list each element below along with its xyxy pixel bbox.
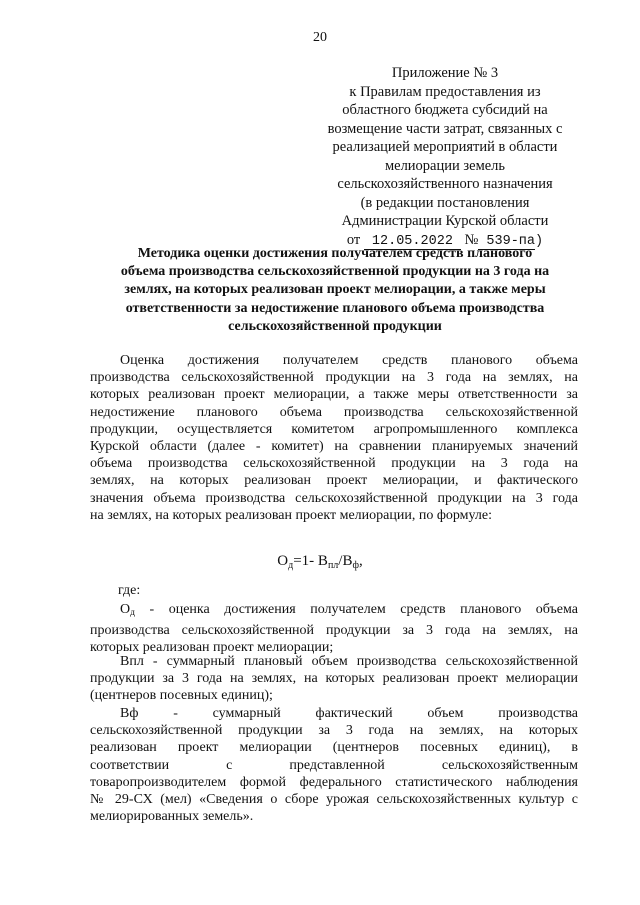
definition-line: продукции за 3 года на землях, на которых реализован проект мелиорации (90, 671, 578, 687)
definition-line: соответствии с представленной сельскохозяйственным (90, 757, 578, 773)
vf-symbol: Вф (120, 706, 139, 721)
appendix-line: (в редакции постановления (360, 194, 530, 211)
page-number: 20 (313, 30, 327, 45)
appendix-line: Администрации Курской области (341, 213, 549, 229)
formula-vpl-sub: пл (327, 560, 339, 571)
paragraph-line: которых реализован проект мелиорации, а также меры ответственности за (90, 387, 578, 403)
definition-line: которых реализован проект мелиорации; (90, 640, 334, 656)
title-line: сельскохозяйственной продукции (228, 318, 442, 334)
appendix-block (320, 64, 570, 251)
document-title (92, 245, 578, 336)
definition-vpl (90, 653, 578, 705)
definition-line: товаропроизводителем формой федерального статистического наблюдения (90, 774, 578, 790)
where-label: где: (118, 583, 141, 598)
paragraph-line: недостижение планового объема производства сельскохозяйственной (90, 404, 578, 420)
definition-line: сельскохозяйственной продукции за 3 года на землях, на которых (90, 723, 578, 739)
formula-slash: /В (338, 553, 353, 569)
appendix-line: к Правилам предоставления из (349, 83, 541, 100)
title-line: землях, на которых реализован проект мелиорации, а также меры (124, 282, 546, 298)
paragraph-line: продукции, осуществляется комитетом агропромышленного комплекса (90, 421, 578, 437)
paragraph-line: на землях, на которых реализован проект мелиорации, по формуле: (90, 507, 493, 523)
number-prefix: № (464, 231, 479, 248)
formula-eq: =1- В (293, 553, 328, 569)
definition-line: (центнеров посевных единиц); (90, 688, 273, 704)
definition-line: мелиорированных земель». (90, 809, 254, 825)
closing-paren: ) (535, 233, 544, 249)
appendix-line: областного бюджета субсидий на (342, 102, 548, 118)
od-symbol: $О_д$ (120, 602, 135, 618)
definition-od (90, 601, 578, 657)
appendix-line: мелиорации земель (384, 157, 506, 174)
title-line: ответственности за недостижение планового объема производства (125, 300, 545, 316)
appendix-line: сельскохозяйственного назначения (337, 176, 553, 192)
paragraph-line: производства сельскохозяйственной продукции на 3 года на землях, на (90, 370, 578, 386)
date-prefix: от (346, 231, 361, 248)
intro-paragraph (90, 352, 578, 524)
formula-end: , (358, 553, 363, 569)
appendix-line: возмещение части затрат, связанных с (327, 120, 563, 137)
paragraph-line: значения объема производства сельскохозяйственной продукции на 3 года (90, 490, 578, 506)
paragraph-line: объема производства сельскохозяйственной продукции на 3 года на (90, 456, 578, 472)
definition-first-line: Впл - суммарный плановый объем производства сельскохозяйственной (120, 654, 578, 669)
appendix-line: Приложение № 3 (391, 65, 499, 81)
resolution-number: 539-па (478, 234, 535, 250)
formula-o: О (277, 553, 289, 569)
definition-first-line: $О_д$ - оценка достижения получателем средств планового объема (120, 602, 578, 618)
appendix-line: реализацией мероприятий в области (332, 139, 558, 155)
resolution-date: 12.05.2022 (364, 234, 461, 250)
definition-vf (90, 705, 578, 825)
formula (0, 553, 640, 571)
definition-line: реализован проект мелиорации (центнеров посевных единиц), в (90, 740, 578, 756)
title-line: Методика оценки достижения получателем средств планового (137, 246, 533, 261)
paragraph-line: Курской области (далее - комитет) на сравнении планируемых значений (90, 439, 578, 455)
vpl-symbol: Впл (120, 654, 144, 669)
formula-o-sub: д (288, 560, 294, 571)
formula-vf-sub: ф (352, 560, 359, 571)
paragraph-line: землях, на которых реализован проект мелиорации, и фактического (90, 473, 578, 489)
definition-line: производства сельскохозяйственной продукции за 3 года на землях, на (90, 623, 578, 639)
definition-line: № 29-СХ (мел) «Сведения о сборе урожая сельскохозяйственных культур с (90, 792, 578, 808)
definition-first-line: Вф - суммарный фактический объем производства (120, 706, 578, 721)
title-line: объема производства сельскохозяйственной продукции на 3 года на (120, 264, 550, 280)
paragraph-line: Оценка достижения получателем средств планового объема (120, 353, 578, 368)
